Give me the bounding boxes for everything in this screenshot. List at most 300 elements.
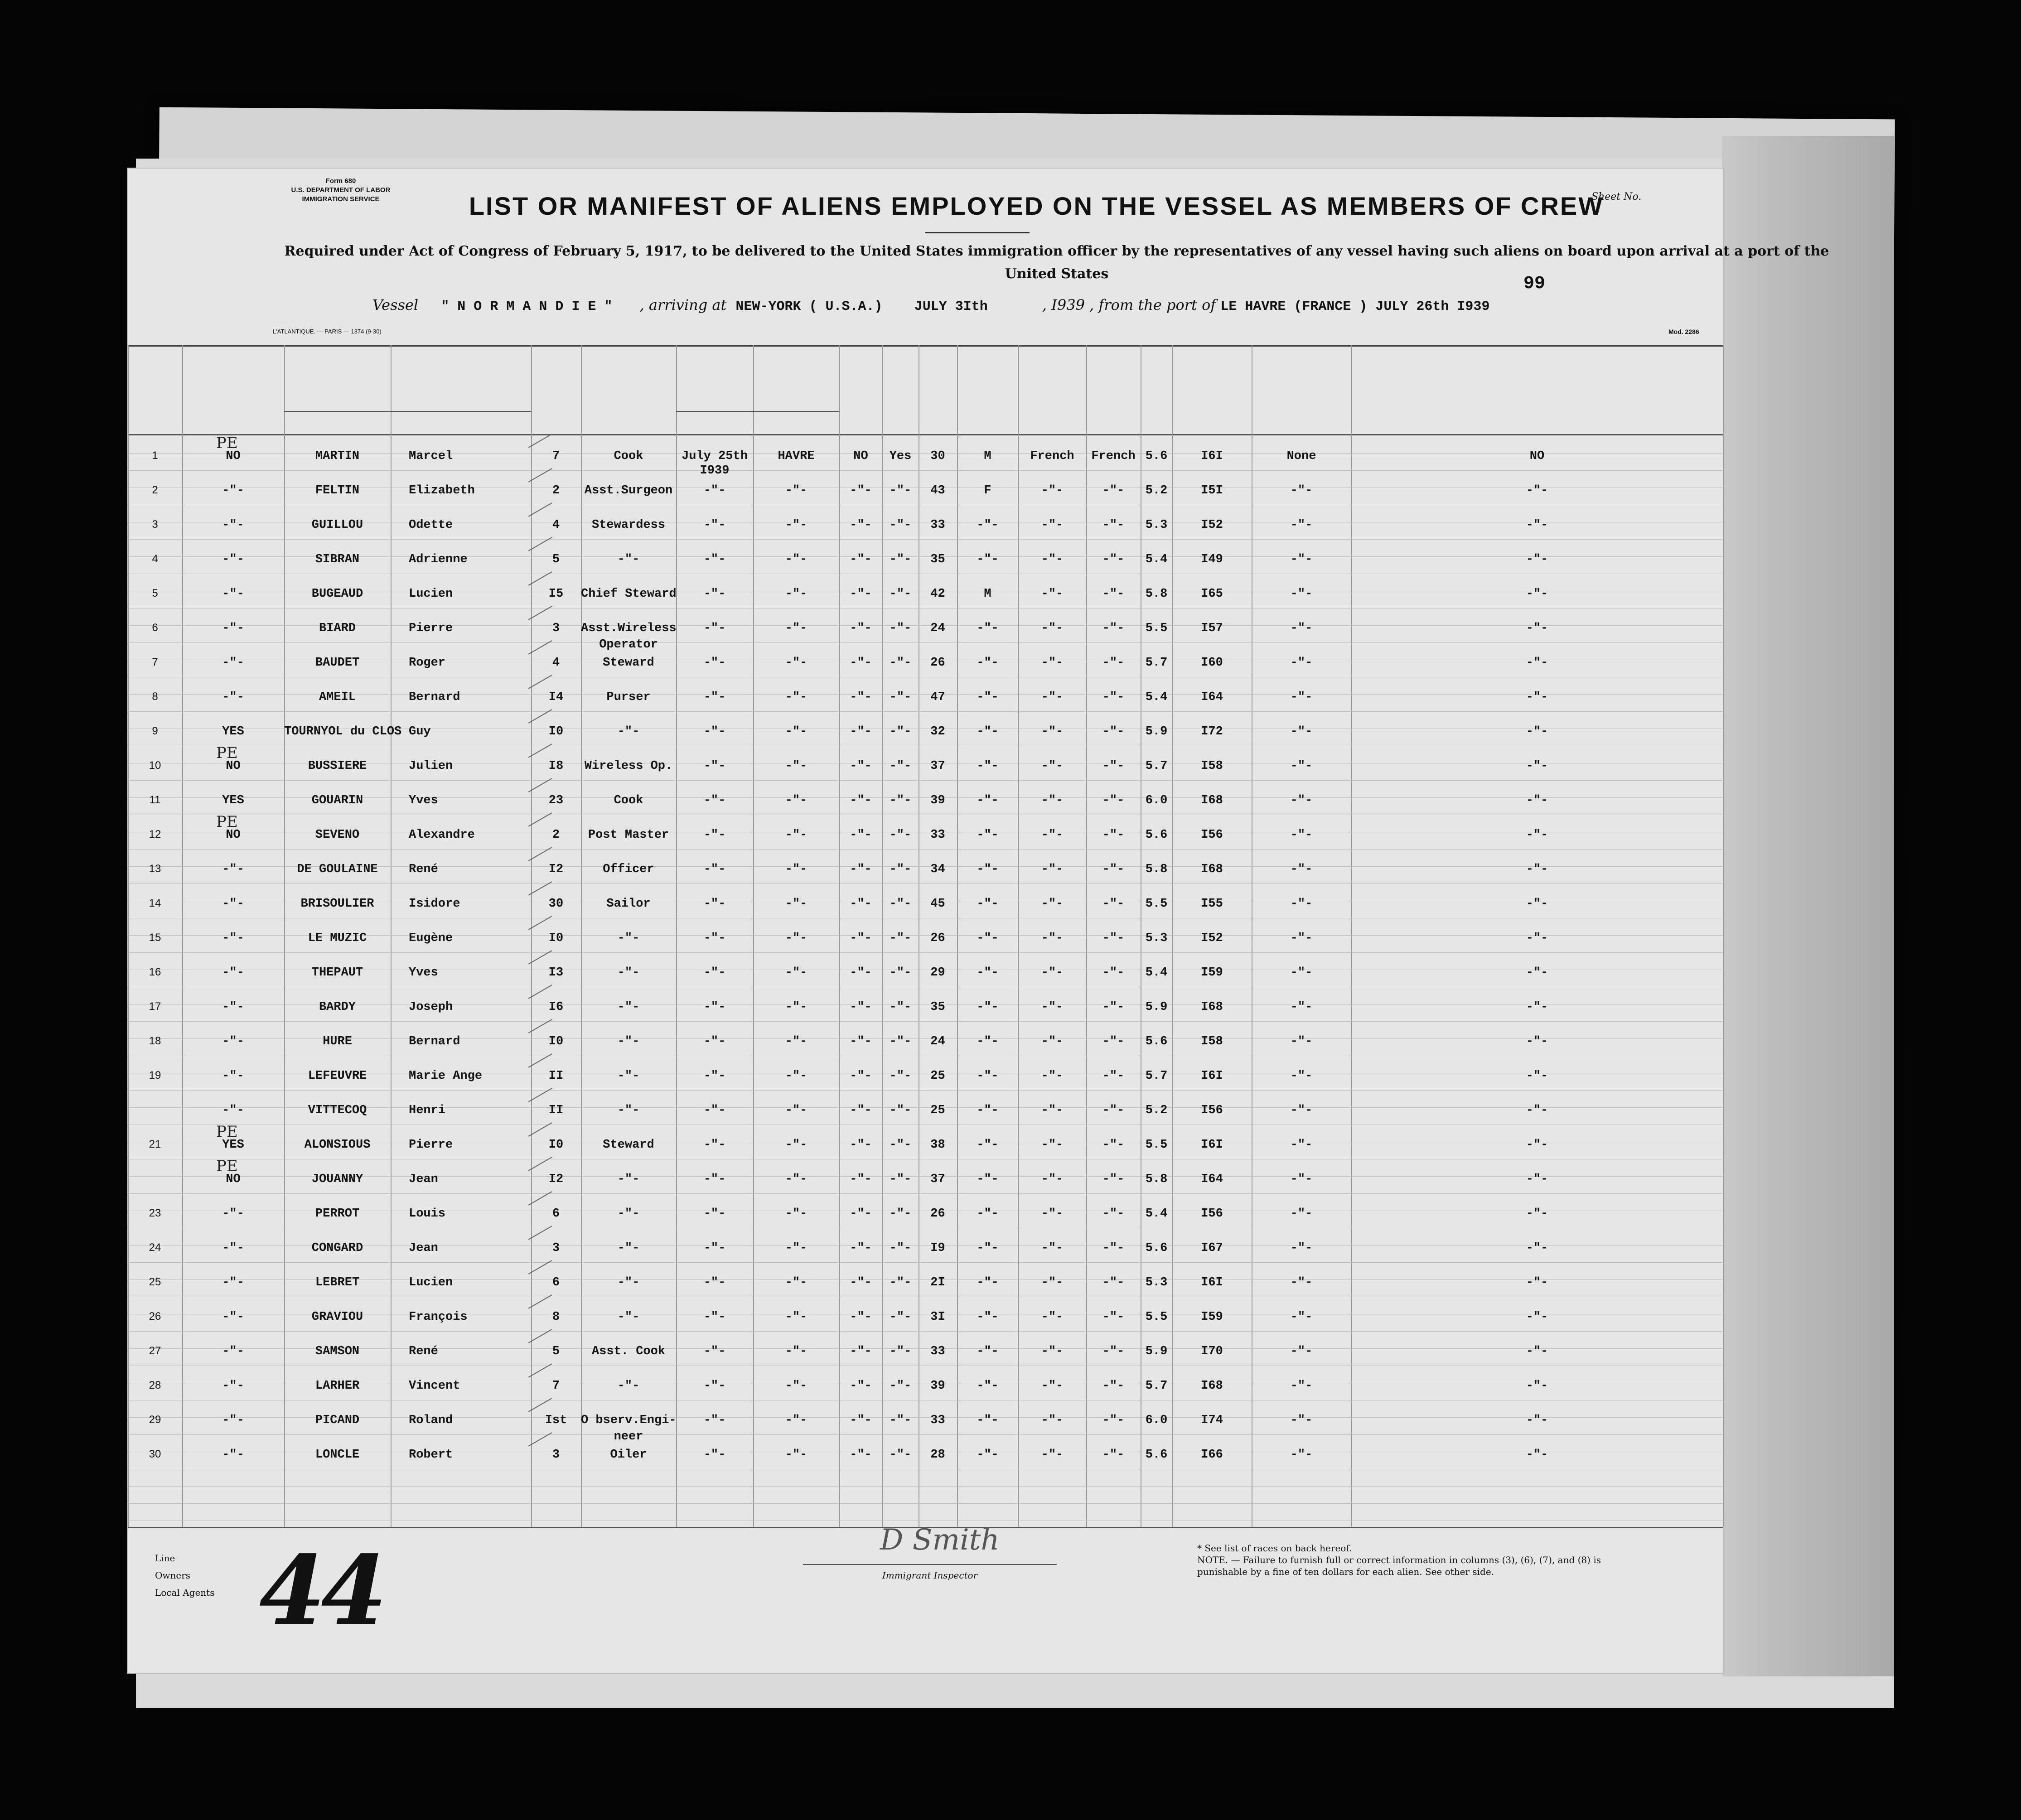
previous-voyage: YES <box>222 1138 244 1152</box>
race: -"- <box>1041 1276 1064 1289</box>
weight: I67 <box>1201 1241 1223 1255</box>
age: 37 <box>930 1173 945 1186</box>
page-title: LIST OR MANIFEST OF ALIENS EMPLOYED ON THE VESSEL AS MEMBERS OF CREW <box>469 192 1604 220</box>
length-of-service: I2 <box>548 1173 564 1186</box>
shipped-where: -"- <box>785 828 807 842</box>
deported: -"- <box>1526 1448 1548 1462</box>
length-of-service: I6 <box>548 1000 564 1014</box>
length-of-service: 3 <box>552 622 560 635</box>
height: 5.3 <box>1145 518 1168 532</box>
table-row <box>128 759 1723 794</box>
previous-voyage: -"- <box>222 1035 244 1048</box>
paid-off: -"- <box>850 1379 872 1393</box>
able-to-read: -"- <box>889 1241 912 1255</box>
handwritten-number: 44 <box>259 1535 383 1646</box>
shipped-when: -"- <box>703 1345 726 1358</box>
length-of-service: I0 <box>548 1138 564 1152</box>
weight: I6I <box>1201 1069 1223 1083</box>
deported: -"- <box>1526 484 1548 497</box>
previous-voyage: -"- <box>222 1448 244 1462</box>
nationality: -"- <box>1102 656 1125 670</box>
age: 38 <box>930 1138 945 1152</box>
paid-off: -"- <box>850 518 872 532</box>
height: 5.6 <box>1145 1241 1168 1255</box>
previous-voyage: -"- <box>222 863 244 876</box>
length-of-service: 5 <box>552 553 560 566</box>
length-of-service: 3 <box>552 1241 560 1255</box>
race: -"- <box>1041 553 1064 566</box>
table-row <box>128 587 1723 622</box>
table-row <box>128 725 1723 759</box>
previous-voyage: -"- <box>222 1104 244 1117</box>
footer-note <box>1197 1542 1650 1578</box>
sex: -"- <box>977 1207 999 1221</box>
race: -"- <box>1041 794 1064 807</box>
length-of-service: I8 <box>548 759 564 773</box>
shipped-where: -"- <box>785 1035 807 1048</box>
shipped-where: -"- <box>785 622 807 635</box>
length-of-service: 7 <box>552 449 560 463</box>
weight: I52 <box>1201 932 1223 945</box>
shipped-when: -"- <box>703 690 726 704</box>
age: 37 <box>930 759 945 773</box>
table-row <box>128 518 1723 553</box>
age: 25 <box>930 1069 945 1083</box>
height: 5.6 <box>1145 449 1168 463</box>
weight: I66 <box>1201 1448 1223 1462</box>
shipped-where: -"- <box>785 1448 807 1462</box>
height: 5.9 <box>1145 1000 1168 1014</box>
length-of-service: 7 <box>552 1379 560 1393</box>
deported: -"- <box>1526 1138 1548 1152</box>
deported: -"- <box>1526 1276 1548 1289</box>
given-name: Marie Ange <box>409 1069 483 1083</box>
height: 5.6 <box>1145 1448 1168 1462</box>
vessel-label: Vessel <box>372 296 419 314</box>
race: -"- <box>1041 1173 1064 1186</box>
previous-voyage: -"- <box>222 656 244 670</box>
given-name: Robert <box>409 1448 453 1462</box>
paid-off: -"- <box>850 1138 872 1152</box>
race-note: * See list of races on back hereof. <box>1197 1543 1352 1554</box>
length-of-service: I0 <box>548 725 564 739</box>
fine-note: NOTE. — Failure to furnish full or correct information in columns (3), (6), (7), and (8) is punishable by a fine of ten dollars for each alien. See other side. <box>1197 1554 1601 1577</box>
deported: -"- <box>1526 966 1548 980</box>
able-to-read: -"- <box>889 1448 912 1462</box>
length-of-service: 2 <box>552 484 560 497</box>
nationality: -"- <box>1102 1276 1125 1289</box>
able-to-read: -"- <box>889 897 912 911</box>
paid-off: -"- <box>850 966 872 980</box>
shipped-where: -"- <box>785 759 807 773</box>
position: -"- <box>617 932 640 945</box>
shipped-when: -"- <box>703 1069 726 1083</box>
height: 6.0 <box>1145 1414 1168 1427</box>
paid-off: -"- <box>850 1207 872 1221</box>
paid-off: -"- <box>850 587 872 601</box>
previous-voyage: -"- <box>222 1345 244 1358</box>
given-name: Marcel <box>409 449 453 463</box>
table-row <box>128 1241 1723 1276</box>
given-name: Jean <box>409 1241 438 1255</box>
race: -"- <box>1041 656 1064 670</box>
shipped-where: -"- <box>785 587 807 601</box>
family-name: LARHER <box>315 1379 360 1393</box>
age: 24 <box>930 622 945 635</box>
nationality: -"- <box>1102 1379 1125 1393</box>
shipped-when: -"- <box>703 1241 726 1255</box>
age: 35 <box>930 1000 945 1014</box>
row-number: 5 <box>152 587 158 599</box>
previous-voyage: -"- <box>222 484 244 497</box>
weight: I56 <box>1201 828 1223 842</box>
paid-off: -"- <box>850 1414 872 1427</box>
physical-marks: -"- <box>1290 759 1313 773</box>
physical-marks: -"- <box>1290 863 1313 876</box>
row-number: 21 <box>149 1138 161 1150</box>
position: Cook <box>614 449 643 463</box>
row-number: 14 <box>149 897 161 909</box>
paid-off: -"- <box>850 656 872 670</box>
handwritten-annotation: PE <box>216 744 238 762</box>
given-name: Yves <box>409 794 438 807</box>
sex: -"- <box>977 1241 999 1255</box>
weight: I70 <box>1201 1345 1223 1358</box>
height: 5.2 <box>1145 1104 1168 1117</box>
arrival-year: , I939 <box>1042 296 1085 314</box>
shipped-when: -"- <box>703 1104 726 1117</box>
nationality: -"- <box>1102 863 1125 876</box>
given-name: Louis <box>409 1207 446 1221</box>
race: -"- <box>1041 759 1064 773</box>
age: 30 <box>930 449 945 463</box>
physical-marks: -"- <box>1290 1069 1313 1083</box>
race: -"- <box>1041 1035 1064 1048</box>
shipped-where: -"- <box>785 897 807 911</box>
nationality: -"- <box>1102 1000 1125 1014</box>
able-to-read: -"- <box>889 759 912 773</box>
race: -"- <box>1041 1345 1064 1358</box>
given-name: Joseph <box>409 1000 453 1014</box>
subtitle: Required under Act of Congress of February 5, 1917, to be delivered to the United States immigration officer by the representatives of any vessel having such aliens on board upon arrival at a port of the United States <box>284 243 1829 282</box>
physical-marks: -"- <box>1290 828 1313 842</box>
weight: I6I <box>1201 449 1223 463</box>
row-number: 7 <box>152 656 158 668</box>
given-name: Bernard <box>409 1035 460 1048</box>
sex: -"- <box>977 794 999 807</box>
weight: I55 <box>1201 897 1223 911</box>
family-name: GOUARIN <box>311 794 363 807</box>
deported: -"- <box>1526 587 1548 601</box>
shipped-when: -"- <box>703 932 726 945</box>
previous-voyage: -"- <box>222 1414 244 1427</box>
able-to-read: -"- <box>889 932 912 945</box>
row-number: 27 <box>149 1345 161 1357</box>
table-row <box>128 932 1723 966</box>
deported: -"- <box>1526 1241 1548 1255</box>
position: Officer <box>603 863 654 876</box>
height: 5.8 <box>1145 587 1168 601</box>
race: -"- <box>1041 587 1064 601</box>
position: Sailor <box>606 897 651 911</box>
able-to-read: -"- <box>889 863 912 876</box>
shipped-where: -"- <box>785 932 807 945</box>
weight: I68 <box>1201 1379 1223 1393</box>
weight: I68 <box>1201 794 1223 807</box>
shipped-when: -"- <box>703 1276 726 1289</box>
physical-marks: -"- <box>1290 1310 1313 1324</box>
paid-off: -"- <box>850 932 872 945</box>
position: Stewardess <box>591 518 666 532</box>
age: 39 <box>930 1379 945 1393</box>
vessel-name: " N O R M A N D I E " <box>441 299 613 314</box>
shipped-where: HAVRE <box>778 449 815 463</box>
family-name: LEFEUVRE <box>308 1069 367 1083</box>
row-number: 25 <box>149 1276 161 1288</box>
previous-voyage: -"- <box>222 587 244 601</box>
row-number: 15 <box>149 932 161 944</box>
sex: -"- <box>977 1276 999 1289</box>
able-to-read: -"- <box>889 966 912 980</box>
position: O bserv.Engi- <box>581 1414 677 1427</box>
shipped-when: -"- <box>703 1035 726 1048</box>
length-of-service: I0 <box>548 1035 564 1048</box>
family-name: TOURNYOL du CLOS <box>284 725 402 739</box>
shipped-where: -"- <box>785 690 807 704</box>
shipped-when: -"- <box>703 1448 726 1462</box>
row-number: 3 <box>152 518 158 531</box>
race: -"- <box>1041 1000 1064 1014</box>
deported: -"- <box>1526 518 1548 532</box>
table-row <box>128 1379 1723 1414</box>
family-name: SAMSON <box>315 1345 360 1358</box>
length-of-service: 8 <box>552 1310 560 1324</box>
age: 2I <box>930 1276 945 1289</box>
physical-marks: -"- <box>1290 553 1313 566</box>
paid-off: -"- <box>850 759 872 773</box>
age: 34 <box>930 863 945 876</box>
paid-off: -"- <box>850 1448 872 1462</box>
given-name: Jean <box>409 1173 438 1186</box>
age: 35 <box>930 553 945 566</box>
shipped-where: -"- <box>785 518 807 532</box>
physical-marks: -"- <box>1290 725 1313 739</box>
handwritten-annotation: PE <box>216 1157 238 1175</box>
nationality: -"- <box>1102 1310 1125 1324</box>
owners-label: Owners <box>155 1570 191 1581</box>
position: Wireless Op. <box>584 759 673 773</box>
able-to-read: -"- <box>889 553 912 566</box>
nationality: -"- <box>1102 1241 1125 1255</box>
sex: -"- <box>977 1138 999 1152</box>
paid-off: -"- <box>850 794 872 807</box>
deported: NO <box>1529 449 1545 463</box>
from-label: , from the port of <box>1089 296 1216 314</box>
height: 5.7 <box>1145 759 1168 773</box>
nationality: -"- <box>1102 1138 1125 1152</box>
age: 45 <box>930 897 945 911</box>
height: 5.4 <box>1145 690 1168 704</box>
given-name: Pierre <box>409 1138 453 1152</box>
position: -"- <box>617 1000 640 1014</box>
race: -"- <box>1041 725 1064 739</box>
shipped-when: -"- <box>703 1173 726 1186</box>
row-number: 4 <box>152 553 158 565</box>
table-row <box>128 1138 1723 1173</box>
age: 25 <box>930 1104 945 1117</box>
shipped-when: -"- <box>703 587 726 601</box>
manifest-page <box>127 168 1829 1674</box>
nationality: -"- <box>1102 725 1125 739</box>
row-number: 17 <box>149 1000 161 1013</box>
inspector-label: Immigrant Inspector <box>882 1570 978 1581</box>
weight: I56 <box>1201 1104 1223 1117</box>
position: -"- <box>617 1173 640 1186</box>
table-row <box>128 1345 1723 1379</box>
able-to-read: -"- <box>889 1414 912 1427</box>
position: -"- <box>617 1104 640 1117</box>
length-of-service: 23 <box>548 794 564 807</box>
row-number: 8 <box>152 690 158 703</box>
height: 5.7 <box>1145 656 1168 670</box>
table-row <box>128 1104 1723 1138</box>
race: -"- <box>1041 1207 1064 1221</box>
table-row <box>128 690 1723 725</box>
age: 33 <box>930 828 945 842</box>
shipped-when: -"- <box>703 553 726 566</box>
weight: I60 <box>1201 656 1223 670</box>
form-number: Form 680 <box>325 177 356 185</box>
ruled-line <box>128 1503 1723 1504</box>
position: -"- <box>617 966 640 980</box>
position-continuation: Operator <box>599 638 658 652</box>
shipped-when-year: I939 <box>700 464 730 478</box>
deported: -"- <box>1526 553 1548 566</box>
handwritten-annotation: PE <box>216 1123 238 1141</box>
length-of-service: II <box>548 1104 564 1117</box>
nationality: -"- <box>1102 932 1125 945</box>
physical-marks: -"- <box>1290 897 1313 911</box>
length-of-service: I2 <box>548 863 564 876</box>
race: -"- <box>1041 966 1064 980</box>
shipped-where: -"- <box>785 656 807 670</box>
length-of-service: 6 <box>552 1276 560 1289</box>
deported: -"- <box>1526 1414 1548 1427</box>
shipped-where: -"- <box>785 1104 807 1117</box>
family-name: SIBRAN <box>315 553 360 566</box>
sex: -"- <box>977 518 999 532</box>
previous-voyage: NO <box>226 449 241 463</box>
previous-voyage: NO <box>226 1173 241 1186</box>
physical-marks: -"- <box>1290 690 1313 704</box>
family-name: CONGARD <box>311 1241 363 1255</box>
table-row <box>128 484 1723 518</box>
given-name: René <box>409 1345 438 1358</box>
family-name: AMEIL <box>319 690 356 704</box>
weight: I52 <box>1201 518 1223 532</box>
sex: -"- <box>977 932 999 945</box>
previous-voyage: YES <box>222 725 244 739</box>
shipped-when: -"- <box>703 966 726 980</box>
table-row <box>128 828 1723 863</box>
length-of-service: 6 <box>552 1207 560 1221</box>
row-number: 9 <box>152 725 158 737</box>
height: 5.7 <box>1145 1069 1168 1083</box>
shipped-where: -"- <box>785 1414 807 1427</box>
race: -"- <box>1041 1069 1064 1083</box>
shipped-where: -"- <box>785 1379 807 1393</box>
weight: I74 <box>1201 1414 1223 1427</box>
physical-marks: -"- <box>1290 1173 1313 1186</box>
length-of-service: 2 <box>552 828 560 842</box>
height: 5.6 <box>1145 1035 1168 1048</box>
row-number: 28 <box>149 1379 161 1391</box>
sex: -"- <box>977 1345 999 1358</box>
physical-marks: -"- <box>1290 1345 1313 1358</box>
weight: I5I <box>1201 484 1223 497</box>
shipped-where: -"- <box>785 1241 807 1255</box>
given-name: Elizabeth <box>409 484 475 497</box>
position: Purser <box>606 690 651 704</box>
shipped-where: -"- <box>785 1310 807 1324</box>
family-name: LE MUZIC <box>308 932 367 945</box>
able-to-read: -"- <box>889 1173 912 1186</box>
able-to-read: -"- <box>889 622 912 635</box>
table-row <box>128 1000 1723 1035</box>
weight: I68 <box>1201 1000 1223 1014</box>
shipped-where: -"- <box>785 725 807 739</box>
physical-marks: -"- <box>1290 1448 1313 1462</box>
sex: -"- <box>977 725 999 739</box>
family-name: GUILLOU <box>311 518 363 532</box>
position: -"- <box>617 1310 640 1324</box>
nationality: -"- <box>1102 1448 1125 1462</box>
physical-marks: -"- <box>1290 932 1313 945</box>
height: 5.5 <box>1145 1138 1168 1152</box>
column-rule <box>1723 345 1724 1527</box>
nationality: -"- <box>1102 1414 1125 1427</box>
family-name: THEPAUT <box>311 966 363 980</box>
height: 5.8 <box>1145 863 1168 876</box>
family-name: BUGEAUD <box>311 587 363 601</box>
table-row <box>128 794 1723 828</box>
sex: -"- <box>977 1069 999 1083</box>
physical-marks: None <box>1286 449 1316 463</box>
subheader-rule-name <box>284 411 531 412</box>
previous-voyage: NO <box>226 828 241 842</box>
able-to-read: -"- <box>889 587 912 601</box>
position: -"- <box>617 1379 640 1393</box>
row-number: 26 <box>149 1310 161 1323</box>
physical-marks: -"- <box>1290 484 1313 497</box>
race: -"- <box>1041 518 1064 532</box>
race: French <box>1030 449 1074 463</box>
handwritten-annotation: PE <box>216 813 238 831</box>
able-to-read: -"- <box>889 725 912 739</box>
position: -"- <box>617 1035 640 1048</box>
length-of-service: 3 <box>552 1448 560 1462</box>
deported: -"- <box>1526 1000 1548 1014</box>
age: 42 <box>930 587 945 601</box>
sheet-number: 99 <box>1523 274 1546 294</box>
race: -"- <box>1041 1414 1064 1427</box>
nationality: -"- <box>1102 587 1125 601</box>
height: 5.2 <box>1145 484 1168 497</box>
deported: -"- <box>1526 1035 1548 1048</box>
shipped-when: -"- <box>703 1310 726 1324</box>
table-row <box>128 1207 1723 1241</box>
race: -"- <box>1041 863 1064 876</box>
